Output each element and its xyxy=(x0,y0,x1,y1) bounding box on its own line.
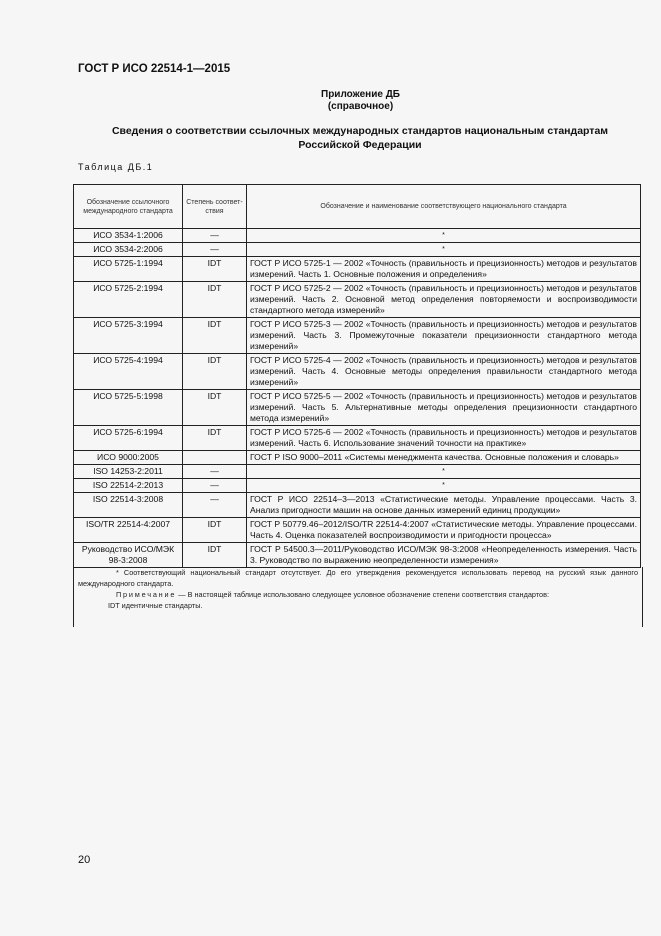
degree-cell: — xyxy=(183,243,247,257)
ref-standard-cell: ISO 22514-3:2008 xyxy=(74,493,183,518)
table-row xyxy=(74,257,641,282)
section-title: Сведения о соответствии ссылочных международных стандартов национальным стандартам Российской Федерации xyxy=(111,125,609,151)
legend: IDT идентичные стандарты. xyxy=(108,601,203,610)
document-header: ГОСТ Р ИСО 22514-1—2015 xyxy=(78,63,231,75)
table-row xyxy=(74,282,641,318)
ref-standard-cell: ISO/TR 22514-4:2007 xyxy=(74,518,183,543)
page-number: 20 xyxy=(78,854,91,866)
table-row xyxy=(74,426,641,451)
table-row xyxy=(74,229,641,243)
table-header-row xyxy=(74,185,641,229)
table-label: Таблица ДБ.1 xyxy=(78,162,154,172)
table-row xyxy=(74,390,641,426)
degree-cell: IDT xyxy=(183,282,247,318)
header-degree: Степень соответ-ствия xyxy=(183,185,247,229)
ref-standard-cell: ИСО 5725-2:1994 xyxy=(74,282,183,318)
ref-standard-cell: Руководство ИСО/МЭК 98-3:2008 xyxy=(74,543,183,568)
ref-standard-cell: ИСО 5725-4:1994 xyxy=(74,354,183,390)
footnote: * Соответствующий национальный стандарт отсутствует. До его утверждения рекомендуется использовать перевод на русский язык данного международного стандарта. xyxy=(78,568,638,588)
national-standard-cell: ГОСТ Р ISO 9000–2011 «Системы менеджмента качества. Основные положения и словарь» xyxy=(247,451,641,465)
table-row xyxy=(74,465,641,479)
national-standard-cell: * xyxy=(247,243,641,257)
national-standard-cell: ГОСТ Р ИСО 5725-6 — 2002 «Точность (правильность и прецизионность) методов и результатов измерений. Часть 6. Использование значений точности на практике» xyxy=(247,426,641,451)
table-notes xyxy=(73,567,643,627)
degree-cell: IDT xyxy=(183,543,247,568)
ref-standard-cell: ИСО 5725-5:1998 xyxy=(74,390,183,426)
table-row xyxy=(74,479,641,493)
table-row xyxy=(74,354,641,390)
degree-cell: — xyxy=(183,465,247,479)
degree-cell: — xyxy=(183,229,247,243)
national-standard-cell: * xyxy=(247,465,641,479)
annex-title: Приложение ДБ xyxy=(321,89,400,100)
degree-cell: — xyxy=(183,479,247,493)
annex-subtitle: (справочное) xyxy=(327,101,394,112)
national-standard-cell: ГОСТ Р ИСО 5725-1 — 2002 «Точность (правильность и прецизионность) методов и результатов измерений. Часть 1. Основные положения и определения» xyxy=(247,257,641,282)
ref-standard-cell: ИСО 5725-6:1994 xyxy=(74,426,183,451)
degree-cell: IDT xyxy=(183,318,247,354)
ref-standard-cell: ИСО 3534-1:2006 xyxy=(74,229,183,243)
ref-standard-cell: ISO 22514-2:2013 xyxy=(74,479,183,493)
national-standard-cell: * xyxy=(247,479,641,493)
national-standard-cell: * xyxy=(247,229,641,243)
national-standard-cell: ГОСТ Р ИСО 22514–3—2013 «Статистические методы. Управление процессами. Часть 3. Анализ пригодности машин на основе данных измерений единиц продукции» xyxy=(247,493,641,518)
national-standard-cell: ГОСТ Р ИСО 5725-5 — 2002 «Точность (правильность и прецизионность) методов и результатов измерений. Часть 5. Альтернативные методы определения прецизионности стандартного метода измерений» xyxy=(247,390,641,426)
table-row xyxy=(74,543,641,568)
table-row xyxy=(74,451,641,465)
ref-standard-cell: ИСО 3534-2:2006 xyxy=(74,243,183,257)
note-label: Примечание xyxy=(116,590,177,599)
degree-cell: IDT xyxy=(183,426,247,451)
degree-cell: — xyxy=(183,493,247,518)
table-row xyxy=(74,493,641,518)
degree-cell: IDT xyxy=(183,257,247,282)
ref-standard-cell: ИСО 9000:2005 xyxy=(74,451,183,465)
degree-cell: IDT xyxy=(183,354,247,390)
note xyxy=(74,589,642,600)
ref-standard-cell: ИСО 5725-3:1994 xyxy=(74,318,183,354)
correspondence-table xyxy=(73,184,641,568)
header-national-standard: Обозначение и наименование соответствующего национального стандарта xyxy=(247,185,641,229)
table-row xyxy=(74,243,641,257)
degree-cell: IDT xyxy=(183,390,247,426)
table-row xyxy=(74,518,641,543)
degree-cell xyxy=(183,451,247,465)
national-standard-cell: ГОСТ Р 50779.46–2012/ISO/TR 22514-4:2007 «Статистические методы. Управление процессами. Часть 4. Оценка показателей воспроизводимости и пригодности процесса» xyxy=(247,518,641,543)
ref-standard-cell: ISO 14253-2:2011 xyxy=(74,465,183,479)
header-ref-standard: Обозначение ссылочного международного стандарта xyxy=(74,185,183,229)
note-text: — В настоящей таблице использовано следующее условное обозначение степени соответствия стандартов: xyxy=(178,590,550,599)
ref-standard-cell: ИСО 5725-1:1994 xyxy=(74,257,183,282)
national-standard-cell: ГОСТ Р 54500.3—2011/Руководство ИСО/МЭК 98-3:2008 «Неопределенность измерения. Часть 3. Руководство по выражению неопределенности измерения» xyxy=(247,543,641,568)
national-standard-cell: ГОСТ Р ИСО 5725-3 — 2002 «Точность (правильность и прецизионность) методов и результатов измерений. Часть 3. Промежуточные показатели прецизионности стандартного метода измерений» xyxy=(247,318,641,354)
degree-cell: IDT xyxy=(183,518,247,543)
table-row xyxy=(74,318,641,354)
national-standard-cell: ГОСТ Р ИСО 5725-4 — 2002 «Точность (правильность и прецизионность) методов и результатов измерений. Часть 4. Основные методы определения правильности стандартного метода измерений» xyxy=(247,354,641,390)
national-standard-cell: ГОСТ Р ИСО 5725-2 — 2002 «Точность (правильность и прецизионность) методов и результатов измерений. Часть 2. Основной метод определения повторяемости и воспроизводимости стандартного метода измерений» xyxy=(247,282,641,318)
